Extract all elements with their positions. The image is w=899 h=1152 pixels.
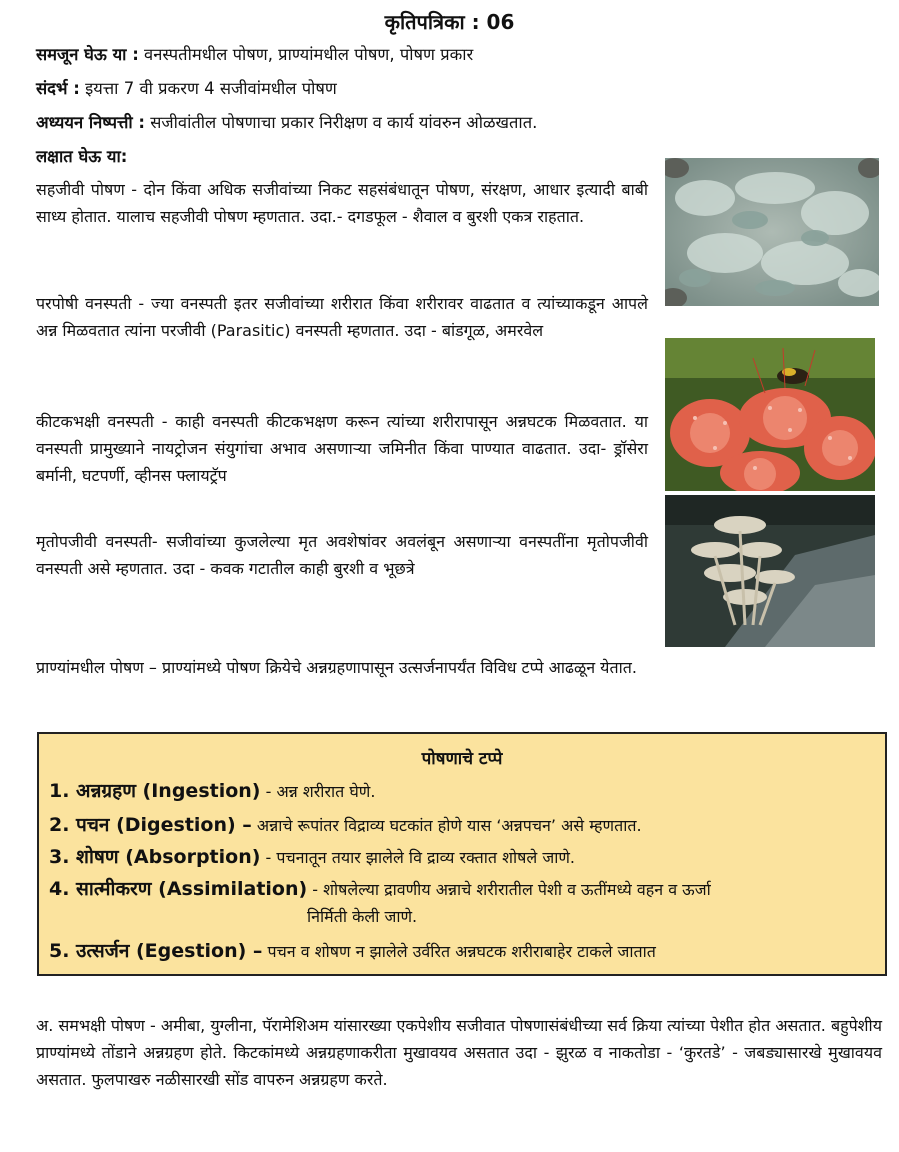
animal-nutrition-paragraph: प्राण्यांमधील पोषण – प्राण्यांमध्ये पोषण क्रियेचे अन्नग्रहणापासून उत्सर्जनापर्यंत विविध टप्पे आढळून येतात. — [36, 658, 637, 677]
drosera-photo — [665, 338, 875, 491]
outcome-label: अध्ययन निष्पत्ती : — [36, 113, 145, 132]
stage-text: पचन व शोषण न झालेले उर्वरित अन्नघटक शरीराबाहेर टाकले जातात — [262, 942, 656, 961]
understand-label: समजून घेऊ या : — [36, 45, 139, 64]
stage-text: अन्नाचे रूपांतर विद्राव्य घटकांत होणे यास ‘अन्नपचन’ असे म्हणतात. — [251, 816, 642, 835]
holozoic-paragraph: अ. समभक्षी पोषण - अमीबा, युग्लीना, पॅरामेशिअम यांसारख्या एकपेशीय सजीवात पोषणासंबंधीच्या सर्व क्रिया त्यांच्या पेशीत होत असतात. बहुपेशीय प्राण्यांमध्ये तोंडाने अन्नग्रहण होते. किटकांमध्ये अन्नग्रहणाकरीता मुखावयव असतात उदा - झुरळ व नाकतोडा - ‘कुरतडे’ - जबड्यासारखे मुखावयव असतात. फुलपाखरु नळीसारखी सोंड वापरुन अन्नग्रहण करते. — [36, 1016, 882, 1089]
outcome-text: सजीवांतील पोषणाचा प्रकार निरीक्षण व कार्य यांवरुन ओळखतात. — [145, 113, 538, 132]
mushroom-photo — [665, 495, 875, 647]
stage-key: 5. उत्सर्जन (Egestion) – — [49, 940, 263, 962]
stage-item — [49, 812, 642, 839]
stage-continuation: निर्मिती केली जाणे. — [307, 907, 418, 926]
stage-item — [49, 778, 375, 805]
symbiotic-paragraph: सहजीवी पोषण - दोन किंवा अधिक सजीवांच्या निकट सहसंबंधातून पोषण, संरक्षण, आधार इत्यादी बाबी साध्य होतात. यालाच सहजीवी पोषण म्हणतात. उदा.- दगडफूल - शैवाल व बुरशी एकत्र राहतात. — [36, 180, 648, 226]
saprophytic-paragraph: मृतोपजीवी वनस्पती- सजीवांच्या कुजलेल्या मृत अवशेषांवर अवलंबून असणाऱ्या वनस्पतींना मृतोपजीवी वनस्पती असे म्हणतात. उदा - कवक गटातील काही बुरशी व भूछत्रे — [36, 532, 648, 578]
stage-text: - अन्न शरीरात घेणे. — [260, 782, 376, 801]
stage-key: 2. पचन (Digestion) – — [49, 814, 252, 836]
parasitic-paragraph: परपोषी वनस्पती - ज्या वनस्पती इतर सजीवांच्या शरीरात किंवा शरीरावर वाढतात व त्यांच्याकडून आपले अन्न मिळवतात त्यांना परजीवी (Parasitic) वनस्पती म्हणतात. उदा - बांडगूळ, अमरवेल — [36, 294, 648, 340]
stage-text: - पचनातून तयार झालेले वि द्राव्य रक्तात शोषले जाणे. — [260, 848, 575, 867]
stage-key: 4. सात्मीकरण (Assimilation) — [49, 878, 308, 900]
stage-item — [49, 876, 711, 903]
outcome-line — [36, 112, 856, 134]
stage-key: 1. अन्नग्रहण (Ingestion) — [49, 780, 261, 802]
stage-text: - शोषलेल्या द्रावणीय अन्नाचे शरीरातील पेशी व ऊतींमध्ये वहन व ऊर्जा — [307, 880, 711, 899]
reference-label: संदर्भ : — [36, 79, 80, 98]
reference-line — [36, 78, 856, 100]
lichen-photo — [665, 158, 879, 306]
note-label: लक्षात घेऊ या: — [36, 147, 128, 166]
nutrition-stages-box — [37, 732, 887, 976]
stage-item — [49, 844, 575, 871]
stage-item — [49, 938, 656, 965]
understand-line — [36, 44, 856, 66]
insectivorous-paragraph: कीटकभक्षी वनस्पती - काही वनस्पती कीटकभक्षण करून त्यांच्या शरीरापासून अन्नघटक मिळवतात. या वनस्पती प्रामुख्याने नायट्रोजन संयुगांचा अभाव असणाऱ्या जमिनीत किंवा पाण्यात वाढतात. उदा- ड्रॉसेरा बर्मानी, घटपर्णी, व्हीनस फ्लायट्रॅप — [36, 412, 648, 485]
understand-text: वनस्पतीमधील पोषण, प्राण्यांमधील पोषण, पोषण प्रकार — [138, 45, 474, 64]
stages-title: पोषणाचे टप्पे — [421, 749, 503, 769]
page-title: कृतिपत्रिका : 06 — [384, 10, 515, 34]
stage-key: 3. शोषण (Absorption) — [49, 846, 261, 868]
reference-text: इयत्ता 7 वी प्रकरण 4 सजीवांमधील पोषण — [79, 79, 337, 98]
